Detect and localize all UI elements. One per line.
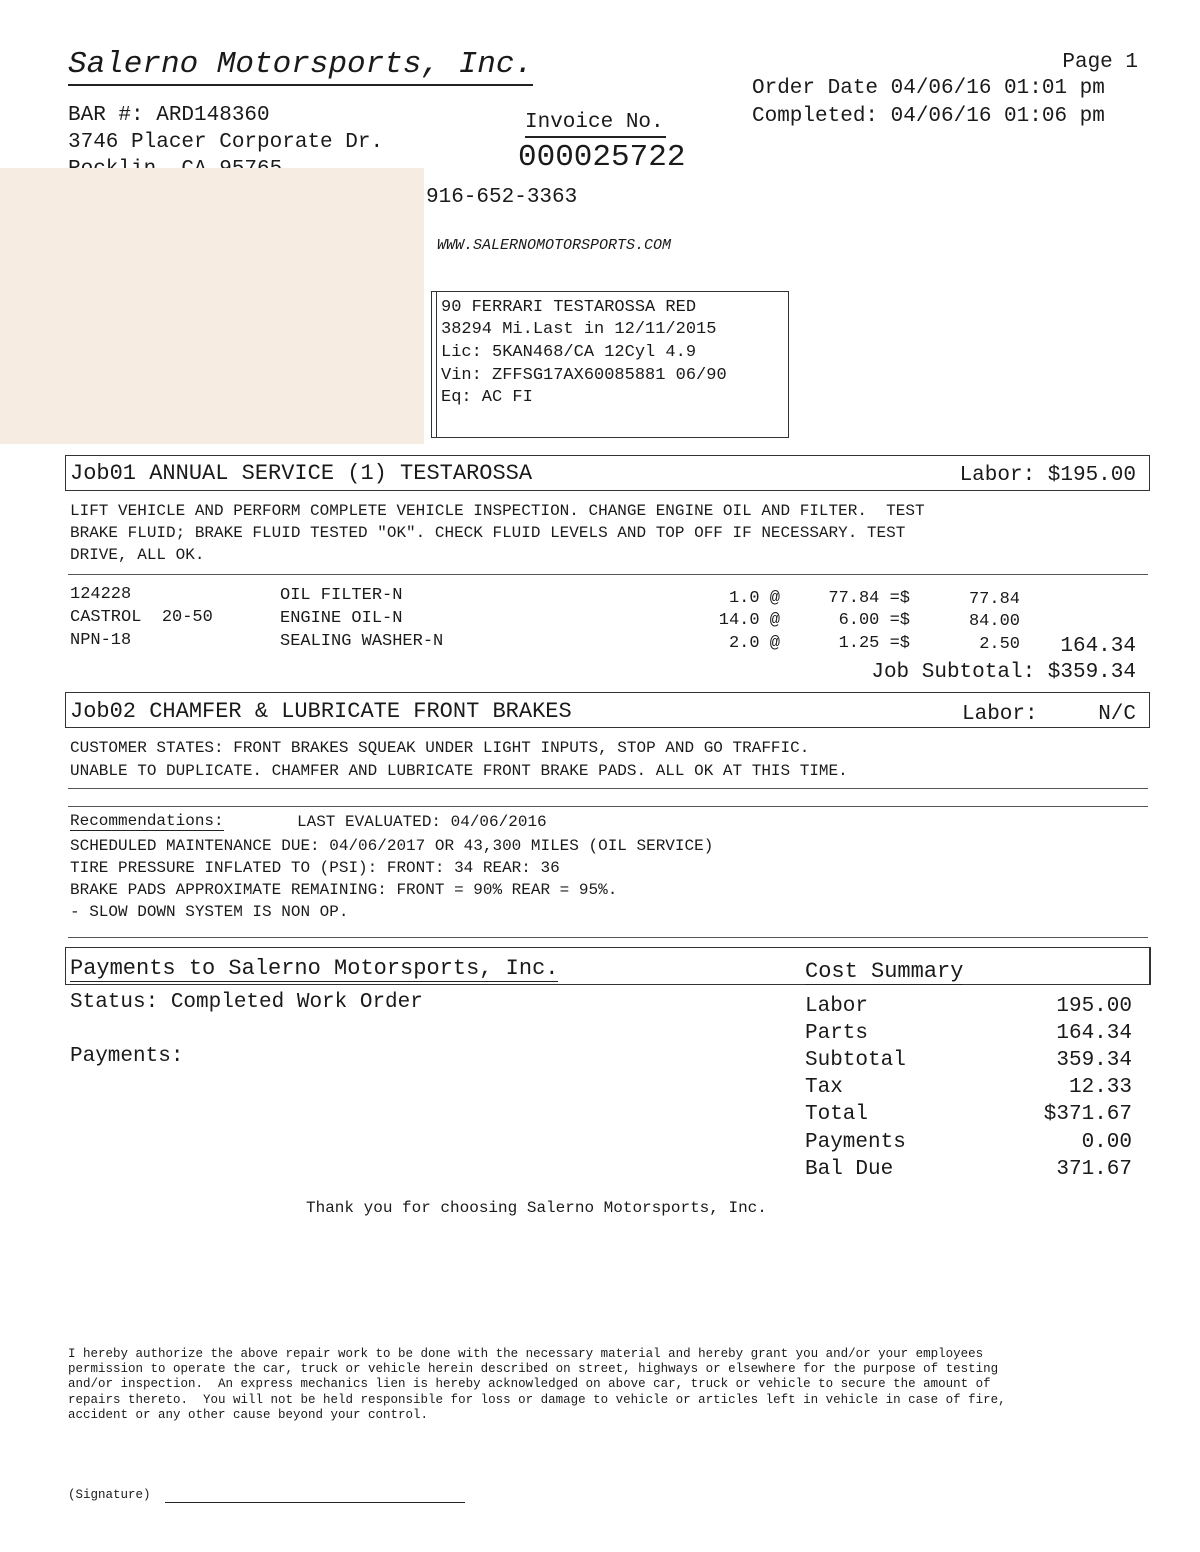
vehicle-line: Vin: ZFFSG17AX60085881 06/90 bbox=[441, 366, 727, 385]
job2-title: Job02 CHAMFER & LUBRICATE FRONT BRAKES bbox=[70, 699, 572, 724]
invoice-label: Invoice No. bbox=[525, 111, 666, 138]
parts-total: 164.34 bbox=[1060, 635, 1136, 658]
cost-value: 164.34 bbox=[1056, 1022, 1132, 1045]
order-date: Order Date 04/06/16 01:01 pm bbox=[752, 77, 1105, 100]
part-description: OIL FILTER-N bbox=[280, 586, 403, 605]
job1-desc-line: LIFT VEHICLE AND PERFORM COMPLETE VEHICLE INSPECTION. CHANGE ENGINE OIL AND FILTER. TEST bbox=[70, 502, 925, 520]
phone-number: 916-652-3363 bbox=[426, 186, 578, 209]
cost-summary-title: Cost Summary bbox=[805, 959, 964, 984]
cost-value: 0.00 bbox=[1081, 1131, 1132, 1154]
invoice-number: 000025722 bbox=[518, 140, 686, 175]
job2-labor-value: N/C bbox=[1098, 703, 1136, 726]
part-extended: 84.00 bbox=[968, 612, 1020, 631]
recommendation-line: - SLOW DOWN SYSTEM IS NON OP. bbox=[70, 903, 349, 921]
divider bbox=[68, 937, 1148, 938]
job2-desc-line: UNABLE TO DUPLICATE. CHAMFER AND LUBRICATE FRONT BRAKE PADS. ALL OK AT THIS TIME. bbox=[70, 762, 848, 780]
website: WWW.SALERNOMOTORSPORTS.COM bbox=[437, 237, 672, 254]
vehicle-line: 90 FERRARI TESTAROSSA RED bbox=[441, 298, 697, 317]
authorization-line: I hereby authorize the above repair work to be done with the necessary material and hereby grant you and/or your employees bbox=[68, 1347, 984, 1361]
job1-desc-line: BRAKE FLUID; BRAKE FLUID TESTED "OK". CHECK FLUID LEVELS AND TOP OFF IF NECESSARY. TEST bbox=[70, 524, 906, 542]
part-number: CASTROL 20-50 bbox=[70, 608, 213, 627]
authorization-line: permission to operate the car, truck or vehicle herein described on street, highways or elsewhere for the purpose of testing bbox=[68, 1362, 999, 1376]
part-number: NPN-18 bbox=[70, 631, 132, 650]
authorization-line: repairs thereto. You will not be held responsible for loss or damage to vehicle or articles left in vehicle in case of fire, bbox=[68, 1393, 1006, 1407]
recommendation-line: TIRE PRESSURE INFLATED TO (PSI): FRONT: 34 REAR: 36 bbox=[70, 859, 560, 877]
cost-label: Total bbox=[805, 1103, 869, 1126]
job2-desc-line: CUSTOMER STATES: FRONT BRAKES SQUEAK UNDER LIGHT INPUTS, STOP AND GO TRAFFIC. bbox=[70, 739, 810, 757]
vehicle-line: 38294 Mi.Last in 12/11/2015 bbox=[441, 320, 717, 339]
recommendations-label: Recommendations: bbox=[70, 812, 224, 830]
vehicle-line: Eq: AC FI bbox=[441, 388, 533, 407]
signature-label: (Signature) bbox=[68, 1488, 151, 1502]
completed-date: Completed: 04/06/16 01:06 pm bbox=[752, 105, 1105, 128]
bar-number: BAR #: ARD148360 bbox=[68, 104, 270, 127]
part-extended: 77.84 bbox=[968, 590, 1020, 609]
job1-subtotal: Job Subtotal: $359.34 bbox=[871, 661, 1136, 684]
cost-label: Labor bbox=[805, 995, 869, 1018]
part-price: 1.25 =$ bbox=[838, 634, 910, 653]
divider bbox=[68, 788, 1148, 789]
divider bbox=[68, 574, 1148, 575]
part-extended: 2.50 bbox=[979, 635, 1020, 654]
redaction-patch bbox=[0, 168, 424, 444]
cost-label: Subtotal bbox=[805, 1049, 906, 1072]
cost-label: Bal Due bbox=[805, 1158, 894, 1181]
cost-value: 12.33 bbox=[1068, 1076, 1132, 1099]
payments-label: Payments: bbox=[70, 1045, 184, 1068]
cost-value: $371.67 bbox=[1043, 1103, 1132, 1126]
cost-value: 195.00 bbox=[1056, 995, 1132, 1018]
authorization-line: and/or inspection. An express mechanics lien is hereby acknowledged on above car, truck or vehicle to secure the amount of bbox=[68, 1377, 991, 1391]
company-name: Salerno Motorsports, Inc. bbox=[68, 46, 533, 86]
page-number: Page 1 bbox=[1062, 51, 1138, 74]
part-qty: 1.0 @ bbox=[728, 589, 780, 608]
recommendation-line: SCHEDULED MAINTENANCE DUE: 04/06/2017 OR 43,300 MILES (OIL SERVICE) bbox=[70, 837, 714, 855]
part-description: ENGINE OIL-N bbox=[280, 609, 403, 628]
part-number: 124228 bbox=[70, 585, 132, 604]
work-order-status: Status: Completed Work Order bbox=[70, 991, 423, 1014]
divider bbox=[68, 806, 1148, 807]
payments-title: Payments to Salerno Motorsports, Inc. bbox=[70, 956, 559, 981]
job1-title: Job01 ANNUAL SERVICE (1) TESTAROSSA bbox=[70, 461, 533, 486]
cost-label: Tax bbox=[805, 1076, 843, 1099]
cost-label: Payments bbox=[805, 1131, 906, 1154]
job1-labor: Labor: $195.00 bbox=[959, 464, 1136, 487]
authorization-line: accident or any other cause beyond your control. bbox=[68, 1408, 429, 1422]
last-evaluated: LAST EVALUATED: 04/06/2016 bbox=[297, 813, 547, 831]
part-qty: 2.0 @ bbox=[728, 634, 780, 653]
recommendation-line: BRAKE PADS APPROXIMATE REMAINING: FRONT = 90% REAR = 95%. bbox=[70, 881, 618, 899]
part-price: 6.00 =$ bbox=[838, 611, 910, 630]
address-line-1: 3746 Placer Corporate Dr. bbox=[68, 131, 384, 154]
cost-value: 371.67 bbox=[1056, 1158, 1132, 1181]
part-price: 77.84 =$ bbox=[828, 589, 910, 608]
thank-you-note: Thank you for choosing Salerno Motorsports, Inc. bbox=[306, 1199, 767, 1217]
cost-label: Parts bbox=[805, 1022, 869, 1045]
job1-desc-line: DRIVE, ALL OK. bbox=[70, 546, 205, 564]
part-qty: 14.0 @ bbox=[718, 611, 780, 630]
vehicle-line: Lic: 5KAN468/CA 12Cyl 4.9 bbox=[441, 343, 697, 362]
job2-labor-label: Labor: bbox=[962, 703, 1038, 726]
signature-line[interactable] bbox=[165, 1502, 465, 1503]
cost-value: 359.34 bbox=[1056, 1049, 1132, 1072]
part-description: SEALING WASHER-N bbox=[280, 632, 444, 651]
